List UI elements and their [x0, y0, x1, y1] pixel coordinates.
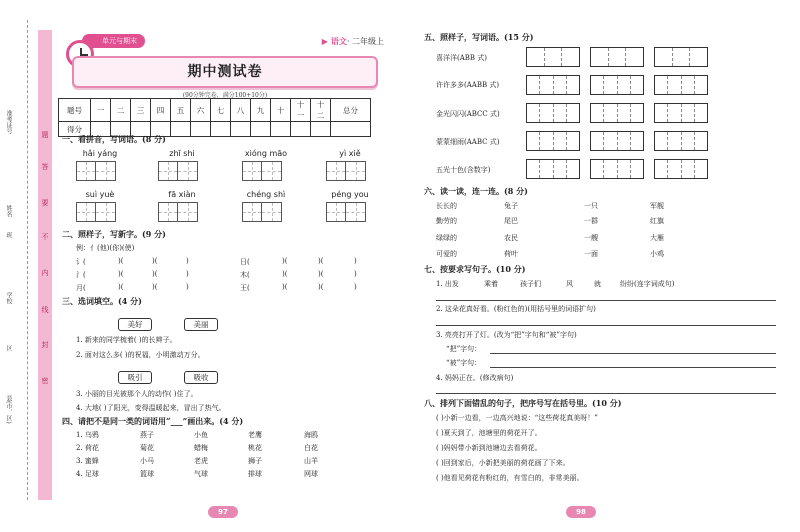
scramble-word: 纷纷(连字词成句) — [620, 280, 675, 288]
binding-margin — [0, 0, 58, 532]
word-item[interactable]: 篮球 — [140, 470, 154, 478]
order-line[interactable]: ( )他看见荷花有粉红的，有雪白的，非常美丽。 — [436, 474, 584, 482]
series-ribbon: 单元与期末 — [82, 34, 145, 48]
answer-box[interactable] — [654, 131, 708, 151]
word-item[interactable]: 山羊 — [304, 457, 318, 465]
score-table — [58, 98, 371, 137]
scramble-word: 风 — [566, 280, 573, 288]
radical-slot: )( — [318, 283, 324, 291]
stripe-char: 线 — [41, 306, 49, 314]
table-cell: 二 — [111, 99, 131, 122]
scramble-word: 孩子们 — [520, 280, 541, 288]
writing-grid[interactable] — [158, 161, 198, 181]
page-number: 97 — [208, 506, 238, 518]
answer-box[interactable] — [526, 103, 580, 123]
question-line: 4. 大地( )了阳光，变得温暖起来，冒出了热气。 — [76, 404, 226, 412]
match-item[interactable]: 兔子 — [504, 202, 518, 210]
pinyin: yì xiě — [339, 149, 361, 158]
match-item[interactable]: 绿绿的 — [436, 234, 457, 242]
match-item[interactable]: 长长的 — [436, 202, 457, 210]
radical-slot: 月( — [76, 284, 86, 292]
pattern-label: 五光十色(含数字) — [436, 166, 491, 174]
section-heading: 一、看拼音，写词语。(8 分) — [62, 134, 166, 144]
match-item[interactable]: 勤劳的 — [436, 217, 457, 225]
word-item[interactable]: 蜡梅 — [194, 444, 208, 452]
match-item[interactable]: 一群 — [584, 217, 598, 225]
order-line[interactable]: ( )妈妈带小新到池塘边去看荷花。 — [436, 444, 542, 452]
stripe-char: 内 — [41, 269, 49, 277]
radical-slot: )( — [318, 270, 324, 278]
answer-box[interactable] — [526, 47, 580, 67]
answer-box[interactable] — [654, 159, 708, 179]
answer-line[interactable] — [490, 353, 776, 354]
pattern-label: 许许多多(AABB 式) — [436, 81, 500, 89]
stripe-char: 答 — [41, 163, 49, 171]
grade-label: · 二年级上 — [346, 37, 384, 46]
page-header — [60, 30, 390, 104]
radical-slot: )( — [152, 257, 158, 265]
radical-slot: )( — [282, 257, 288, 265]
word-item[interactable]: 海鸥 — [304, 431, 318, 439]
table-cell: 四 — [151, 99, 171, 122]
writing-grid[interactable] — [158, 202, 198, 222]
match-item[interactable]: 可爱的 — [436, 250, 457, 258]
table-cell: 题号 — [59, 99, 91, 122]
score-cell[interactable] — [311, 122, 331, 137]
pattern-label: 金光闪闪(ABCC 式) — [436, 110, 500, 118]
radical-slot: )( — [118, 257, 124, 265]
match-item[interactable]: 红旗 — [650, 217, 664, 225]
table-cell: 三 — [131, 99, 151, 122]
stripe-char: 不 — [41, 233, 49, 241]
answer-box[interactable] — [590, 75, 644, 95]
answer-line[interactable] — [436, 300, 776, 301]
section-heading: 五、照样子，写词语。(15 分) — [424, 32, 534, 42]
match-item[interactable]: 尾巴 — [504, 217, 518, 225]
exam-note: (90分钟完卷，满分100+10分) — [182, 92, 268, 99]
table-cell: 八 — [231, 99, 251, 122]
stripe-char: 密 — [41, 377, 49, 385]
radical-slot: 氵( — [76, 271, 86, 279]
radical-slot: )( — [152, 270, 158, 278]
radical-slot: )( — [282, 283, 288, 291]
radical-slot: 王( — [240, 284, 250, 292]
pinyin: zhī shi — [169, 149, 195, 158]
word-item[interactable]: 气球 — [194, 470, 208, 478]
score-cell[interactable] — [191, 122, 211, 137]
match-item[interactable]: 荷叶 — [504, 250, 518, 258]
pinyin: chéng shì — [246, 190, 286, 199]
match-item[interactable]: 大雁 — [650, 234, 664, 242]
radical-slot: ) — [354, 283, 357, 291]
order-line[interactable]: ( )回到家后，小新把美丽的荷花画了下来。 — [436, 459, 570, 467]
table-cell: 一 — [91, 99, 111, 122]
writing-grid[interactable] — [326, 161, 366, 181]
answer-box[interactable] — [590, 103, 644, 123]
question-line: 3. 小丽的目光被那个人的动作( )住了。 — [76, 390, 198, 398]
answer-box[interactable] — [526, 159, 580, 179]
section-heading: 八、排列下面错乱的句子，把序号写在括号里。(10 分) — [424, 398, 622, 408]
word-item[interactable]: 菊花 — [140, 444, 154, 452]
page-title: 期中测试卷 — [187, 64, 263, 80]
score-cell[interactable] — [231, 122, 251, 137]
pattern-label: 喜洋洋(ABB 式) — [436, 54, 488, 62]
section-heading: 四、请把不是同一类的词语用“___”画出来。(4 分) — [62, 416, 244, 426]
section-heading: 三、选词填空。(4 分) — [62, 296, 142, 306]
word-item[interactable]: 燕子 — [140, 431, 154, 439]
radical-slot: ) — [354, 270, 357, 278]
cut-line — [27, 20, 28, 500]
question-line: 1. 新来的同学梳着( )的长辫子。 — [76, 336, 177, 344]
order-line[interactable]: ( )夏天到了，池塘里的荷花开了。 — [436, 429, 542, 437]
pinyin: hǎi yáng — [82, 149, 118, 158]
pinyin: xióng māo — [244, 149, 288, 158]
radical-slot: 日( — [240, 258, 250, 266]
stripe-char: 题 — [41, 131, 49, 139]
word-item[interactable]: 老虎 — [194, 457, 208, 465]
match-item[interactable]: 农民 — [504, 234, 518, 242]
answer-box[interactable] — [526, 131, 580, 151]
answer-line[interactable] — [436, 393, 776, 394]
radical-slot: ) — [186, 257, 189, 265]
section-heading: 六、读一读，连一连。(8 分) — [424, 186, 528, 196]
subject-label — [322, 36, 384, 47]
table-cell: 九 — [251, 99, 271, 122]
writing-grid[interactable] — [76, 202, 116, 222]
answer-box[interactable] — [526, 75, 580, 95]
score-cell[interactable] — [291, 122, 311, 137]
stripe-char: 要 — [41, 199, 49, 207]
subject-name: 语文 — [330, 36, 347, 46]
radical-slot: )( — [152, 283, 158, 291]
table-cell: 五 — [171, 99, 191, 122]
table-cell: 十二 — [311, 99, 331, 122]
radical-slot: 木( — [240, 271, 250, 279]
match-item[interactable]: 一只 — [584, 202, 598, 210]
word-option: 美好 — [118, 318, 152, 331]
stripe-char: 封 — [41, 341, 49, 349]
pinyin: fā xiàn — [168, 190, 196, 199]
question-line: 3. 亮亮打开了灯。(改为“把”字句和“被”字句) — [436, 331, 577, 339]
word-item[interactable]: 排球 — [248, 470, 262, 478]
margin-label: 准考证号 — [5, 110, 12, 134]
question-line: 2. 面对这么多( )的祝福，小明激动万分。 — [76, 351, 205, 359]
play-icon: ▶ — [321, 37, 328, 46]
match-item[interactable]: 小鸡 — [650, 250, 664, 258]
table-cell: 六 — [191, 99, 211, 122]
example-line: 例：亻(他)(你)(使) — [76, 244, 135, 252]
radical-slot: ) — [354, 257, 357, 265]
table-cell: 十 — [271, 99, 291, 122]
section-heading: 二、照样子，写新字。(9 分) — [62, 229, 166, 239]
page-number: 98 — [566, 506, 596, 518]
table-row — [59, 99, 371, 122]
answer-box[interactable] — [654, 103, 708, 123]
radical-slot: )( — [318, 257, 324, 265]
answer-box[interactable] — [590, 159, 644, 179]
word-item[interactable]: 网球 — [304, 470, 318, 478]
writing-grid[interactable] — [326, 202, 366, 222]
answer-box[interactable] — [654, 47, 708, 67]
score-cell[interactable] — [251, 122, 271, 137]
margin-label: 学校 — [5, 292, 12, 304]
answer-box[interactable] — [654, 75, 708, 95]
margin-label: 姓名 — [5, 205, 12, 217]
radical-slot: ) — [186, 270, 189, 278]
word-item[interactable]: 小马 — [140, 457, 154, 465]
radical-slot: 讠( — [76, 258, 86, 266]
margin-label: 区 — [5, 345, 12, 351]
score-cell[interactable] — [171, 122, 191, 137]
answer-line[interactable] — [436, 325, 776, 326]
score-cell[interactable] — [331, 122, 371, 137]
question-line: 4. 妈妈正在。(修改病句) — [436, 374, 514, 382]
writing-grid[interactable] — [242, 161, 282, 181]
table-cell: 七 — [211, 99, 231, 122]
pinyin: suì yuè — [85, 190, 115, 199]
scramble-word: 就 — [594, 280, 601, 288]
question-sub: “被”字句： — [446, 359, 482, 367]
word-option: 美丽 — [184, 318, 218, 331]
score-cell[interactable] — [211, 122, 231, 137]
radical-slot: )( — [118, 283, 124, 291]
section-heading: 七、按要求写句子。(10 分) — [424, 264, 526, 274]
word-item[interactable]: 老鹰 — [248, 431, 262, 439]
margin-label: 班 — [5, 232, 12, 238]
title-box — [72, 56, 378, 88]
match-item[interactable]: 一艘 — [584, 234, 598, 242]
radical-slot: ) — [186, 283, 189, 291]
seal-stripe — [38, 30, 52, 500]
answer-box[interactable] — [590, 131, 644, 151]
margin-label: 县(市、区) — [5, 395, 12, 424]
word-item[interactable]: 4. 足球 — [76, 470, 99, 478]
table-cell: 十一 — [291, 99, 311, 122]
answer-box[interactable] — [590, 47, 644, 67]
word-item[interactable]: 狮子 — [248, 457, 262, 465]
word-item[interactable]: 桃花 — [248, 444, 262, 452]
writing-grid[interactable] — [76, 161, 116, 181]
table-cell: 总分 — [331, 99, 371, 122]
match-item[interactable]: 军舰 — [650, 202, 664, 210]
answer-line[interactable] — [490, 367, 776, 368]
word-item[interactable]: 白花 — [304, 444, 318, 452]
word-item[interactable]: 小鱼 — [194, 431, 208, 439]
word-option: 吸收 — [184, 371, 218, 384]
radical-slot: )( — [282, 270, 288, 278]
table-cell: 得分 — [59, 122, 91, 137]
word-item[interactable]: 1. 乌鸦 — [76, 431, 99, 439]
writing-grid[interactable] — [242, 202, 282, 222]
scramble-word: 1. 出发 — [436, 280, 459, 288]
word-item[interactable]: 2. 荷花 — [76, 444, 99, 452]
word-item[interactable]: 3. 蜜蜂 — [76, 457, 99, 465]
pattern-label: 蒙蒙细雨(AABC 式) — [436, 138, 500, 146]
radical-slot: )( — [118, 270, 124, 278]
question-line: 2. 这朵花真好看。(粉红色的)(用括号里的词语扩句) — [436, 305, 596, 313]
scramble-word: 乘着 — [484, 280, 498, 288]
score-cell[interactable] — [271, 122, 291, 137]
order-line[interactable]: ( )小新一边看，一边高兴地说：“这些荷花真美呀！” — [436, 414, 598, 422]
match-item[interactable]: 一面 — [584, 250, 598, 258]
word-option: 吸引 — [118, 371, 152, 384]
question-sub: “把”字句： — [446, 345, 482, 353]
pinyin: péng you — [331, 190, 369, 199]
